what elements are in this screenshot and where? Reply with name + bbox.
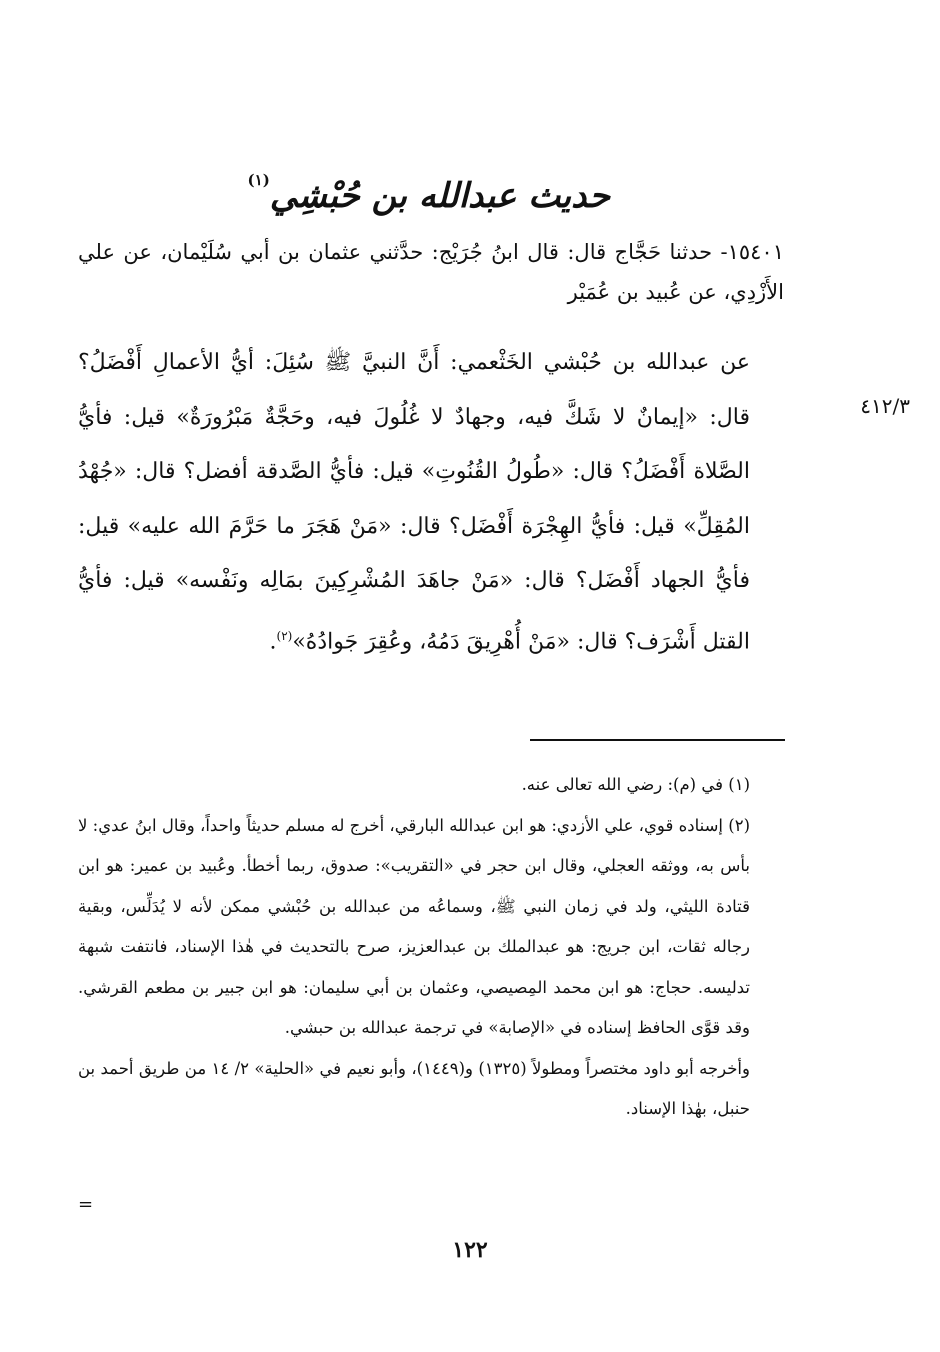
footnote-divider bbox=[530, 739, 785, 741]
title-text: حديث عبدالله بن حُبْشِي bbox=[269, 176, 610, 216]
page-number: ١٢٢ bbox=[452, 1237, 488, 1263]
hadith-title bbox=[247, 150, 610, 226]
hadith-body-end: . bbox=[269, 628, 277, 654]
footnote-2: (٢) إسناده قوي، علي الأزدي: هو ابن عبدالله البارقي، أخرج له مسلم حديثاً واحداً، وقال ابنُ عدي: لا بأس به، ووثقه العجلي، وقال ابن حجر في «التقريب»: صدوق، ربما أخطأ. وعُبيد بن عمير: هو ابن قتادة الليثي، ولد في زمان النبي ﷺ، وسماعُه من عبدالله بن حُبْشي ممكن لأنه لا يُدَلِّس، وبقية رجاله ثقات، ابن جريج: هو عبدالملك بن عبدالعزيز، صرح بالتحديث في هٰذا الإسناد، فانتفت شبهة تدليسه. حجاج: هو ابن محمد المِصيصي، وعثمان بن أبي سليمان: هو ابن جبير بن مطعم القرشي. وقد قوَّى الحافظ إسناده في «الإصابة» في ترجمة عبدالله بن حبشي. bbox=[78, 815, 750, 1037]
margin-volume-reference: ٤١٢/٣ bbox=[860, 394, 910, 418]
footnote-2-continued: وأخرجه أبو داود مختصراً ومطولاً (١٣٢٥) و(١٤٤٩)، وأبو نعيم في «الحلية» ٢/ ١٤ من طريق أحمد بن حنبل، بهٰذا الإسناد. bbox=[78, 1058, 750, 1118]
hadith-body-text: عن عبدالله بن حُبْشي الخَثْعمي: أَنَّ النبيَّ ﷺ سُئِلَ: أيُّ الأعمالِ أَفْضَلُ؟ قال: «إيمانٌ لا شَكَّ فيه، وجهادٌ لا غُلُولَ فيه، وحَجَّةٌ مَبْرُورَةٌ» قيل: فأيُّ الصَّلاة أَفْضَلُ؟ قال: «طُولُ القُنُوتِ» قيل: فأيُّ الصَّدقة أفضل؟ قال: «جُهْدُ المُقِلِّ» قيل: فأيُّ الهِجْرَة أَفْضَل؟ قال: «مَنْ هَجَرَ ما حَرَّمَ الله عليه» قيل: فأيُّ الجهاد أَفْضَل؟ قال: «مَنْ جاهَدَ المُشْرِكِينَ بمَالِه ونَفْسه» قيل: فأيُّ القتل أَشْرَف؟ قال: «مَنْ أُهْرِيقَ دَمُهُ، وعُقِرَ جَوادُهُ» bbox=[78, 350, 750, 654]
hadith-text bbox=[78, 336, 784, 669]
footnotes bbox=[78, 765, 784, 1130]
title-footnote-marker: (١) bbox=[247, 171, 270, 189]
continuation-mark: = bbox=[78, 1194, 94, 1215]
footnote-1: (١) في (م): رضي الله تعالى عنه. bbox=[521, 775, 750, 794]
hadith-footnote-marker: (٢) bbox=[276, 628, 293, 643]
hadith-chain: ١٥٤٠١- حدثنا حَجَّاج قال: قال ابنُ جُرَيْج: حدَّثني عثمان بن أبي سُلَيْمان، عن علي الأَزْدِي، عن عُبيد بن عُمَيْر bbox=[78, 240, 784, 304]
